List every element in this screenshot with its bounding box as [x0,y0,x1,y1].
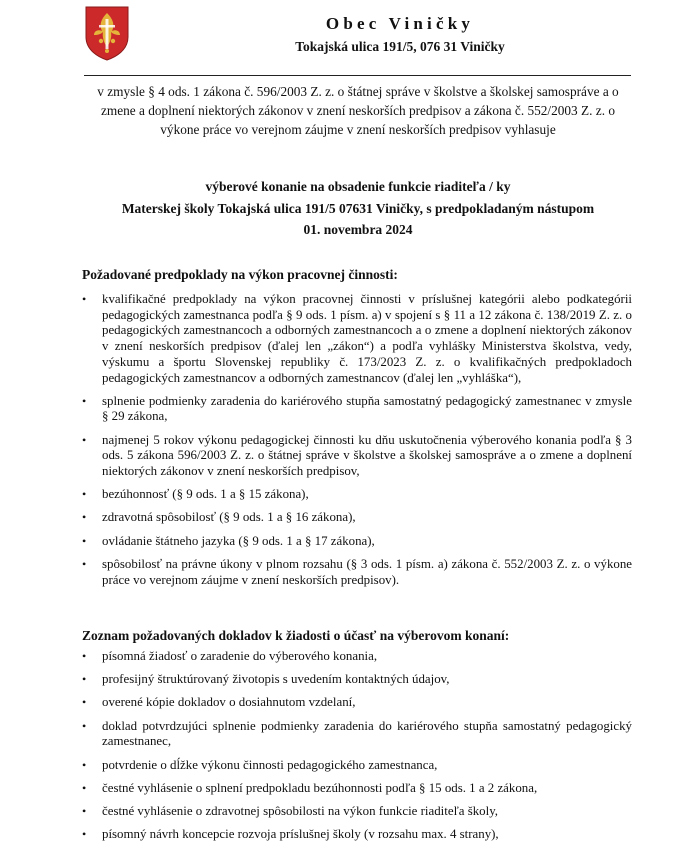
bullet-icon: • [82,487,87,502]
list-item: • písomná žiadosť o zaradenie do výberového konania, [82,649,378,663]
requirements-list [82,292,632,596]
bullet-icon: • [82,803,87,818]
town-address: Tokajská ulica 191/5, 076 31 Viničky [295,39,505,54]
bullet-icon: • [82,672,87,687]
list-item: • profesijný štruktúrovaný životopis s uvedením kontaktných údajov, [82,672,450,687]
list-item: • čestné vyhlásenie o splnení predpokladu bezúhonnosti podľa § 15 ods. 1 a 2 zákona, [82,780,538,795]
documents-heading: Zoznam požadovaných dokladov k žiadosti o účasť na výberovom konaní: [82,628,510,643]
list-item: • spôsobilosť na právne úkony v plnom rozsahu (§ 3 ods. 1 písm. a) zákona č. 552/2003 Z. z. o výkone práce vo verejnom záujme v znení neskorších predpisov). [82,556,632,587]
list-item: • potvrdenie o dĺžke výkonu činnosti pedagogického zamestnanca, [82,757,438,772]
list-item: • kvalifikačné predpoklady na výkon pracovnej činnosti v príslušnej kategórii alebo podkategórii pedagogických zamestnanca podľa § 9 ods. 1 písm. a) v spojení s § 11 a 12 zákona č. 138/2019 Z. z. o pedagogických zamestnancoch a odborných zamestnancoch a o zmene a doplnení niektorých zákonov v znení neskorších predpisov (ďalej len „zákon“) a podľa vyhlášky Ministerstva školstva, vedy, výskumu a športu Slovenskej republiky č. 173/2023 Z. z. o kvalifikačných predpokladoch pedagogických zamestnancov a odborných zamestnancov (ďalej len „vyhláška“), [82,292,632,385]
bullet-icon: • [82,718,87,733]
documents-list [82,649,632,850]
announcement-title [82,176,634,241]
bullet-icon: • [82,695,87,710]
list-item: • zdravotná spôsobilosť (§ 9 ods. 1 a § 16 zákona), [82,510,356,525]
bullet-icon: • [82,757,87,772]
list-item: • písomný návrh koncepcie rozvoja príslušnej školy (v rozsahu max. 4 strany), [82,827,499,842]
requirements-heading: Požadované predpoklady na výkon pracovnej činnosti: [82,267,398,282]
bullet-icon: • [82,649,87,663]
town-crest-icon [84,5,130,61]
intro-paragraph: v zmysle § 4 ods. 1 zákona č. 596/2003 Z. z. o štátnej správe v školstve a školskej samospráve a o zmene a doplnení niektorých zákonov v znení neskorších predpisov a zákona č. 552/2003 Z. z. o výkone práce vo verejnom záujme v znení neskorších predpisov vyhlasuje [97,84,619,137]
bullet-icon: • [82,510,87,525]
bullet-icon: • [82,393,87,408]
header-divider [84,75,631,76]
list-item: • splnenie podmienky zaradenia do kariérového stupňa samostatný pedagogický zamestnanec v zmysle § 29 zákona, [82,393,632,424]
bullet-icon: • [82,780,87,795]
list-item: • čestné vyhlásenie o zdravotnej spôsobilosti na výkon funkcie riaditeľa školy, [82,803,499,818]
list-item: • overené kópie dokladov o dosiahnutom vzdelaní, [82,695,356,710]
bullet-icon: • [82,432,87,447]
title-line-1: výberové konanie na obsadenie funkcie riaditeľa / ky [205,179,511,194]
bullet-icon: • [82,827,87,842]
title-line-2: Materskej školy Tokajská ulica 191/5 07631 Viničky, s predpokladaným nástupom [121,200,595,216]
bullet-icon: • [82,533,87,548]
town-name: Obec Viničky [325,14,475,33]
list-item: • doklad potvrdzujúci splnenie podmienky zaradenia do kariérového stupňa samostatný pedagogický zamestnanec, [82,718,632,749]
title-line-3: 01. novembra 2024 [303,222,413,237]
bullet-icon: • [82,292,87,306]
list-item: • bezúhonnosť (§ 9 ods. 1 a § 15 zákona), [82,487,309,502]
bullet-icon: • [82,556,87,571]
list-item: • ovládanie štátneho jazyka (§ 9 ods. 1 a § 17 zákona), [82,533,375,548]
list-item: • najmenej 5 rokov výkonu pedagogickej činnosti ku dňu uskutočnenia výberového konania podľa § 3 ods. 5 zákona 596/2003 Z. z. o štátnej správe v školstve a školskej samospráve a o zmene a doplnení niektorých zákonov v znení neskorších predpisov, [82,432,632,479]
